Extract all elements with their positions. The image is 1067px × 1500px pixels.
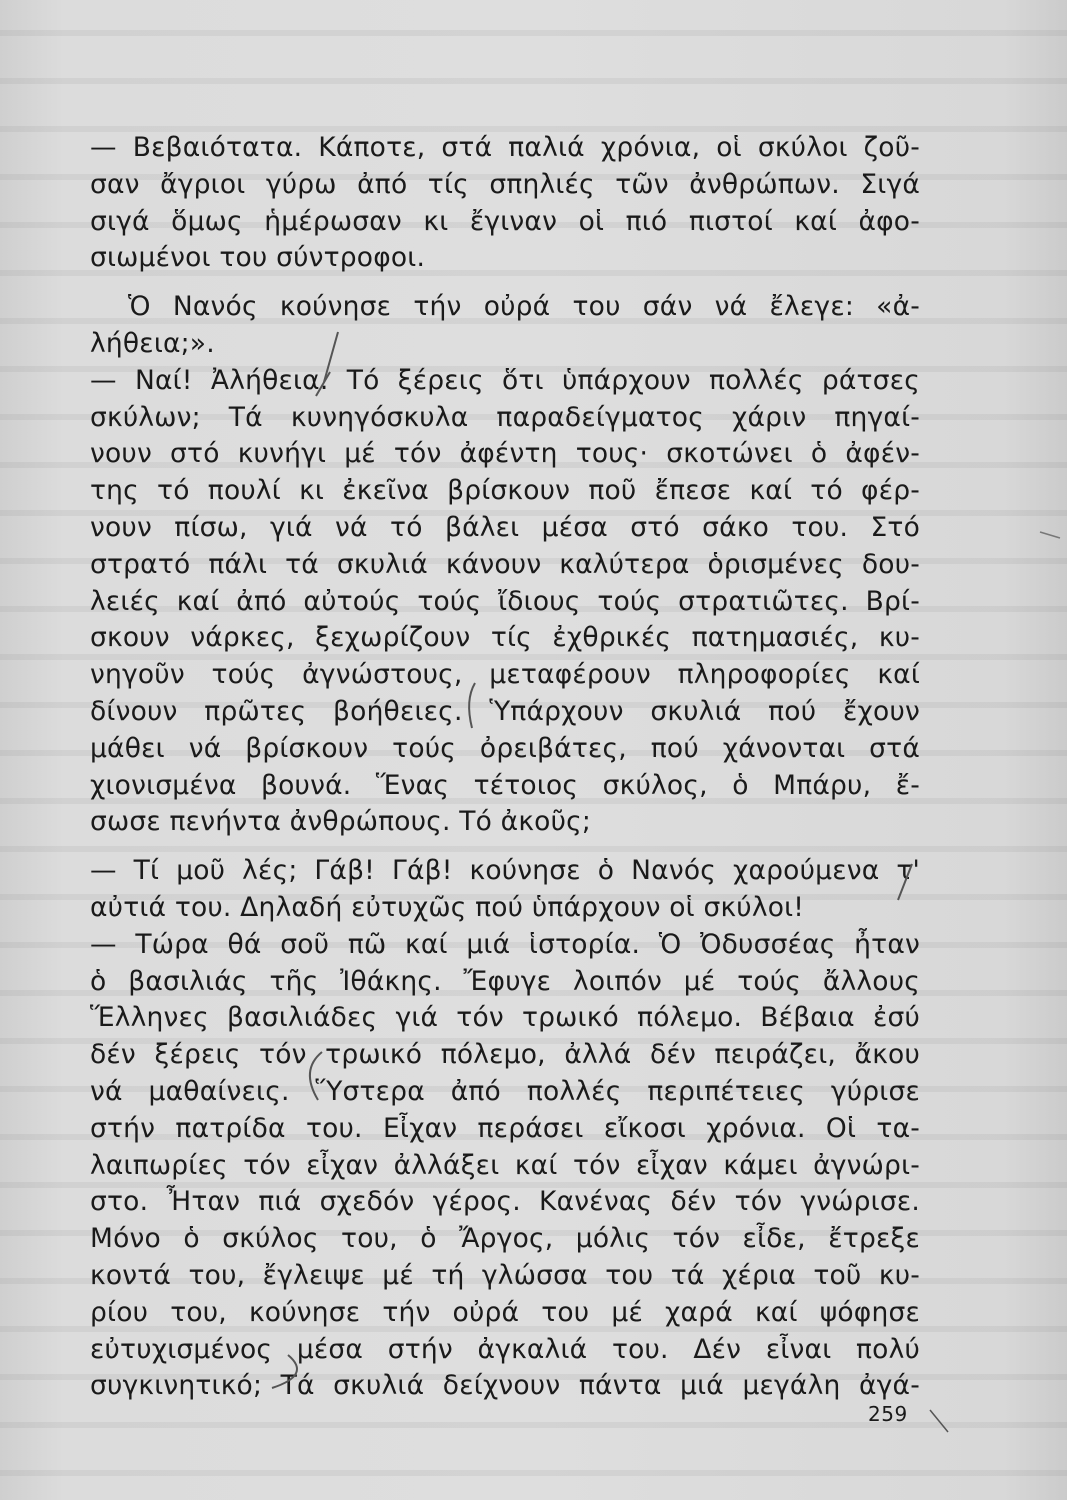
body-text xyxy=(90,130,920,1405)
paragraph xyxy=(90,927,920,1405)
text-line: — Ναί! Ἀλήθεια. Τό ξέρεις ὅτι ὑπάρχουν πολλές ράτσες xyxy=(90,364,920,396)
text-line: — Τώρα θά σοῦ πῶ καί μιά ἱστορία. Ὁ Ὀδυσσέας ἦταν xyxy=(90,928,920,960)
text-line: στρατό πάλι τά σκυλιά κάνουν καλύτερα ὁρισμένες δου- xyxy=(90,548,920,580)
text-line: λήθεια;». xyxy=(90,327,215,359)
text-line: δέν ξέρεις τόν τρωικό πόλεμο, ἀλλά δέν πειράζει, ἄκου xyxy=(90,1039,920,1071)
text-line: αὐτιά του. Δηλαδή εὐτυχῶς πού ὑπάρχουν οἱ σκύλοι! xyxy=(90,891,805,923)
text-line: Ἕλληνες βασιλιάδες γιά τόν τρωικό πόλεμο. Βέβαια ἐσύ xyxy=(90,1002,920,1034)
text-line: εὐτυχισμένος μέσα στήν ἀγκαλιά του. Δέν εἶναι πολύ xyxy=(90,1333,920,1365)
text-line: στο. Ἦταν πιά σχεδόν γέρος. Κανένας δέν τόν γνώρισε. xyxy=(90,1186,920,1218)
text-line: σκουν νάρκες, ξεχωρίζουν τίς ἐχθρικές πατημασιές, κυ- xyxy=(90,622,920,654)
text-line: λειές καί ἀπό αὐτούς τούς ἴδιους τούς στρατιῶτες. Βρί- xyxy=(90,585,920,617)
text-line: κοντά του, ἔγλειψε μέ τή γλώσσα του τά χέρια τοῦ κυ- xyxy=(90,1259,920,1291)
text-line: σκύλων; Τά κυνηγόσκυλα παραδείγματος χάριν πηγαί- xyxy=(90,401,920,433)
text-line: νουν πίσω, γιά νά τό βάλει μέσα στό σάκο του. Στό xyxy=(90,511,920,543)
text-line: ρίου του, κούνησε τήν οὐρά του μέ χαρά καί ψόφησε xyxy=(90,1296,920,1328)
text-line: — Βεβαιότατα. Κάποτε, στά παλιά χρόνια, οἱ σκύλοι ζοῦ- xyxy=(90,132,920,163)
text-line: Μόνο ὁ σκύλος του, ὁ Ἄργος, μόλις τόν εἶδε, ἔτρεξε xyxy=(90,1223,920,1255)
text-line: δίνουν πρῶτες βοήθειες. Ὑπάρχουν σκυλιά πού ἔχουν xyxy=(90,695,920,727)
page-number: 259 xyxy=(868,1402,908,1426)
paragraph xyxy=(90,363,920,841)
text-line: νουν στό κυνήγι μέ τόν ἀφέντη τους· σκοτώνει ὁ ἀφέν- xyxy=(90,438,920,470)
text-line: στήν πατρίδα του. Εἶχαν περάσει εἴκοσι χρόνια. Οἱ τα- xyxy=(90,1112,920,1144)
text-line: νηγοῦν τούς ἀγνώστους, μεταφέρουν πληροφορίες καί xyxy=(90,659,920,691)
text-line: συγκινητικό; Τά σκυλιά δείχνουν πάντα μιά μεγάλη ἀγά- xyxy=(90,1370,920,1402)
text-line: λαιπωρίες τόν εἶχαν ἀλλάξει καί τόν εἶχαν κάμει ἀγνώρι- xyxy=(90,1149,920,1181)
text-line: σωσε πενήντα ἀνθρώπους. Τό ἀκοῦς; xyxy=(90,806,591,838)
text-line: σαν ἄγριοι γύρω ἀπό τίς σπηλιές τῶν ἀνθρώπων. Σιγά xyxy=(90,168,920,200)
paragraph xyxy=(90,289,920,363)
text-line: σιωμένοι του σύντροφοι. xyxy=(90,242,426,274)
paragraph xyxy=(90,130,920,277)
text-line: της τό πουλί κι ἐκεῖνα βρίσκουν ποῦ ἔπεσε καί τό φέρ- xyxy=(90,475,920,507)
text-line: Ὁ Νανός κούνησε τήν οὐρά του σάν νά ἔλεγε: «ἀ- xyxy=(128,291,920,323)
text-line: νά μαθαίνεις. Ὕστερα ἀπό πολλές περιπέτειες γύρισε xyxy=(90,1075,920,1107)
text-line: μάθει νά βρίσκουν τούς ὀρειβάτες, πού χάνονται στά xyxy=(90,732,920,764)
text-line: ὁ βασιλιάς τῆς Ἰθάκης. Ἔφυγε λοιπόν μέ τούς ἄλλους xyxy=(90,965,920,997)
text-line: — Τί μοῦ λές; Γάβ! Γάβ! κούνησε ὁ Νανός χαρούμενα τ' xyxy=(90,855,920,887)
paragraph xyxy=(90,853,920,927)
text-line: σιγά ὅμως ἡμέρωσαν κι ἔγιναν οἱ πιό πιστοί καί ἀφο- xyxy=(90,205,920,237)
text-line: χιονισμένα βουνά. Ἕνας τέτοιος σκύλος, ὁ Μπάρυ, ἔ- xyxy=(90,769,920,801)
